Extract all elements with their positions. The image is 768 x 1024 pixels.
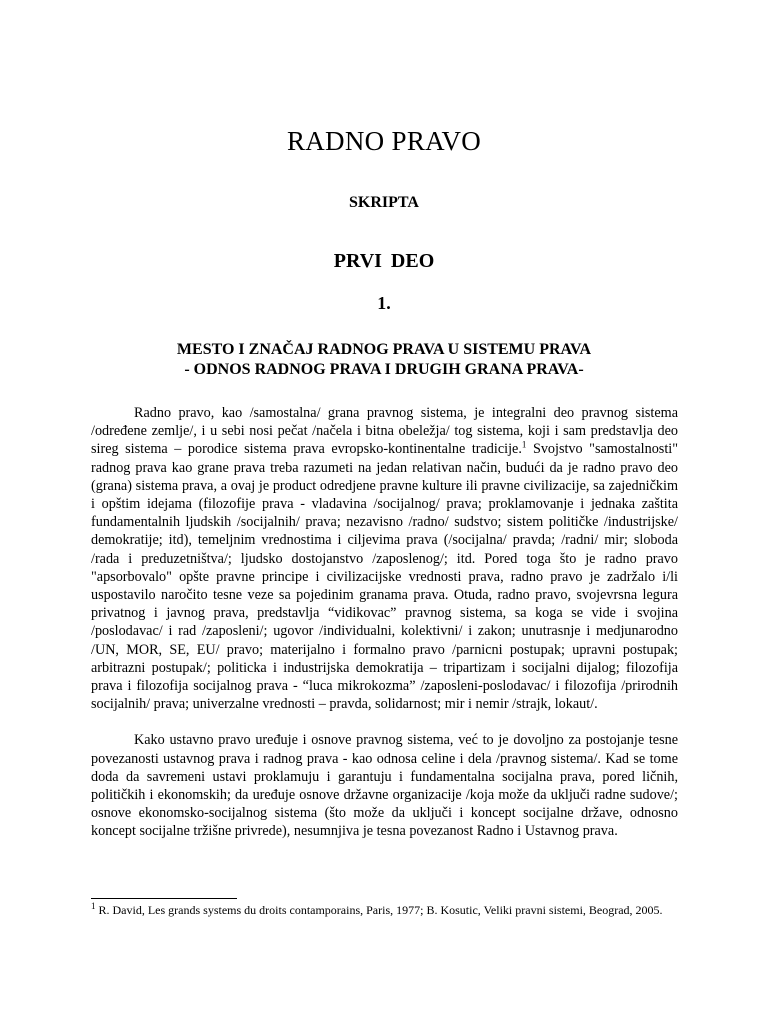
paragraph-2: Kako ustavno pravo uređuje i osnove pravnog sistema, već to je dovoljno za postojanje tesne povezanosti ustavnog prava i radnog prava - kao odnosa celine i dela /pravnog sistema/. Kad se tome doda da savremeni ustavi proklamuju i garantuju i fundamentalna socijalna prava, pored ličnih, političkih i ekonomskih; da uređuje osnove državne organizacije /koja može da uključi radne sudove/; osnove ekonomsko-socijalnog sistema (što može da uključi i koncept socijalne države, odnosno koncept socijalne tržišne privrede), nesumnjiva je tesna povezanost Radno i Ustavnog prava. (91, 732, 678, 840)
paragraph-1-part1: Radno pravo, kao /samostalna/ grana pravnog sistema, je integralni deo pravnog sistema /određene zemlje/, i u sebi nosi pečat /načela i bitna obeležja/ tog sistema, koji i sam predstavlja deo sireg sistema – porodice sistema prava evropsko-kontinentalne tradicije. (91, 405, 678, 458)
paragraph-1 (91, 404, 678, 713)
footnote-reference: 1 (521, 439, 527, 450)
paragraph-1-part2: Svojstvo "samostalnosti" radnog prava kao grane prava treba razumeti na jedan relativan način, budući da je radno pravo deo (grana) sistema prava, a ovaj je product odredjene pravne kulture ili pravne civilizacije, sa zajedničkim i opštim idejama (filozofije prava - vladavina /socijalnog/ prava; proklamovanje i jednaka zaštita fundamentalnih ljudskih /socijalnih/ prava; nezavisno /radno/ sudstvo; sistem političke /industrijske/ demokratije; itd), temeljnim vrednostima i ciljevima prava (/socijalna/ pravda; /radni/ mir; sloboda /rada i preduzetništva/; ljudsko dostojanstvo /zaposlenog/; itd. Pored toga što je radno pravo "apsorbovalo" opšte pravne principe i civilizacijske vrednosti prava, radno pravo je zadržalo i/li uspostavilo naročito tesne veze sa pojedinim granama prava. Otuda, radno pravo, svojevrsna legura privatnog i javnog prava, predstavlja “vidikovac” pravnog sistema, sa koga se vide i svojina /poslodavac/ i rad /zaposleni/; ugovor /individualni, kolektivni/ i zakon; unutrasnje i medjunarodno /UN, MOR, SE, EU/ pravo; materijalno i formalno pravo /parnicni postupak; upravni postupak; arbitrazni postupak/; politicka i industrijska demokratija – tripartizam i socijalni dijalog; filozofija prava i filozofija socijalnog prava - “luca mikrokozma” /zaposleni-poslodavac/ i filozofija /prirodnih socijalnih/ prava; univerzalne vrednosti – pravda, solidarnost; mir i nemir /strajk, lokaut/. (91, 441, 679, 713)
body-text (91, 404, 678, 859)
section-heading-line2: - ODNOS RADNOG PRAVA I DRUGIH GRANA PRAVA- (184, 361, 584, 378)
footnote-divider (91, 898, 237, 899)
section-heading-line1: MESTO I ZNAČAJ RADNOG PRAVA U SISTEMU PRAVA (176, 341, 592, 358)
footnote-number: 1 (91, 901, 96, 911)
footnote-text: R. David, Les grands systems du droits contamporains, Paris, 1977; B. Kosutic, Veliki pravni sistemi, Beograd, 2005. (95, 903, 663, 917)
document-subtitle: SKRIPTA (349, 194, 419, 211)
footnote (91, 903, 678, 918)
part-heading: PRVI DEO (333, 250, 435, 272)
document-title: RADNO PRAVO (286, 126, 482, 156)
section-heading (0, 340, 768, 380)
section-number: 1. (377, 293, 391, 313)
